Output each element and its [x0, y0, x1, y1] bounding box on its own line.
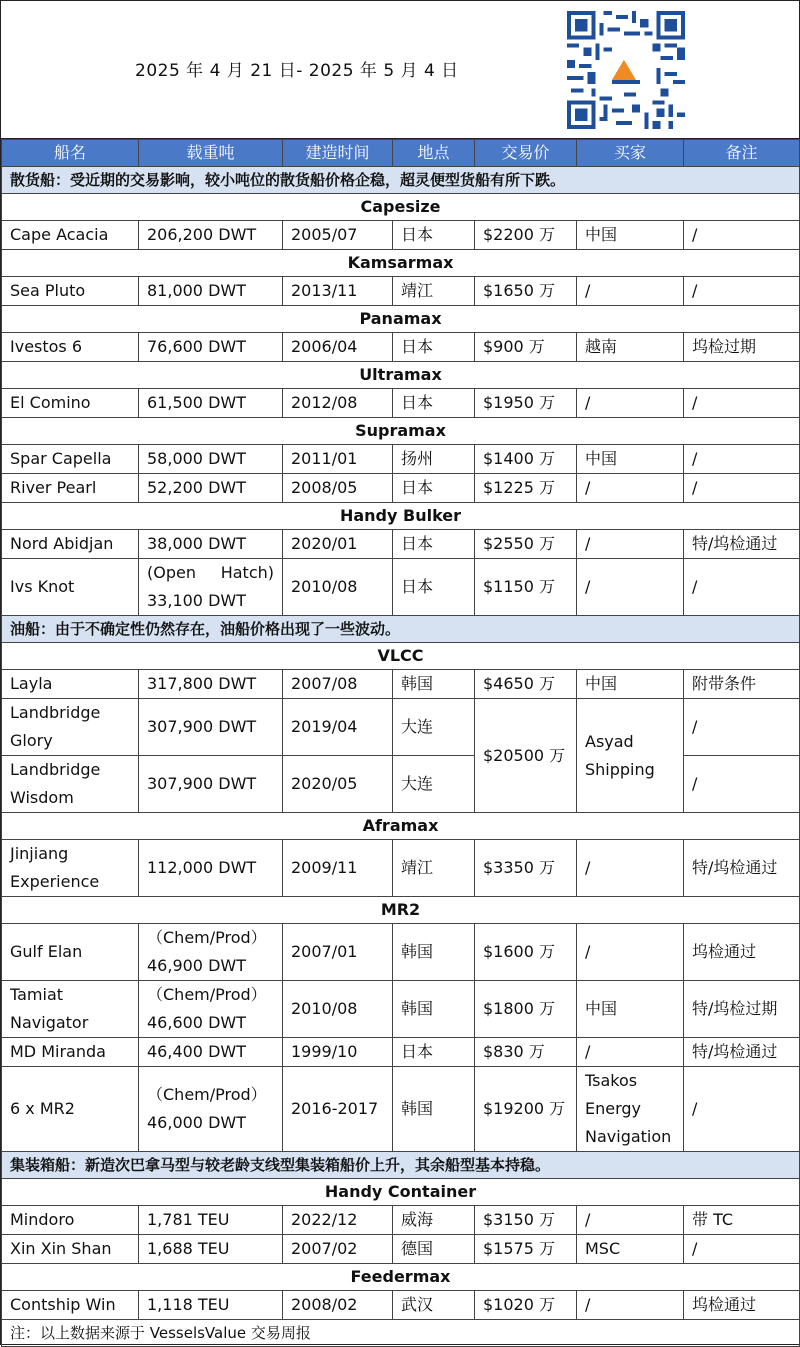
- report-header: [1, 1, 799, 139]
- table-row: Nord Abidjan 38,000 DWT 2020/01 日本 $2550 万 / 特/坞检通过: [2, 530, 800, 559]
- table-header-row: [2, 140, 800, 167]
- category-row: MR2: [2, 897, 800, 924]
- section-row-tanker: 油船：由于不确定性仍然存在，油船价格出现了一些波动。: [2, 616, 800, 643]
- category-row: Feedermax: [2, 1264, 800, 1291]
- table-row: River Pearl 52,200 DWT 2008/05 日本 $1225 万 / /: [2, 474, 800, 503]
- column-header: 备注: [684, 140, 800, 167]
- column-header: 载重吨: [139, 140, 283, 167]
- table-row: Sea Pluto 81,000 DWT 2013/11 靖江 $1650 万 / /: [2, 277, 800, 306]
- category-row: Panamax: [2, 306, 800, 333]
- table-row: Xin Xin Shan 1,688 TEU 2007/02 德国 $1575 万 MSC /: [2, 1235, 800, 1264]
- table-row: Mindoro 1,781 TEU 2022/12 威海 $3150 万 / 带 TC: [2, 1206, 800, 1235]
- category-row: Handy Bulker: [2, 503, 800, 530]
- column-header: 买家: [577, 140, 684, 167]
- category-row: Aframax: [2, 813, 800, 840]
- table-row: Tamiat Navigator （Chem/Prod） 46,600 DWT 2010/08 韩国 $1800 万 中国 特/坞检过期: [2, 981, 800, 1038]
- table-row: Spar Capella 58,000 DWT 2011/01 扬州 $1400 万 中国 /: [2, 445, 800, 474]
- footnote: 注：以上数据来源于 VesselsValue 交易周报: [2, 1320, 800, 1347]
- category-row: Ultramax: [2, 362, 800, 389]
- table-row: MD Miranda 46,400 DWT 1999/10 日本 $830 万 / 特/坞检通过: [2, 1038, 800, 1067]
- column-header: 地点: [393, 140, 475, 167]
- column-header: 交易价: [475, 140, 577, 167]
- category-row: Supramax: [2, 418, 800, 445]
- table-row: Landbridge Glory 307,900 DWT 2019/04 大连 $20500 万 Asyad Shipping /: [2, 699, 800, 756]
- date-range: 2025 年 4 月 21 日- 2025 年 5 月 4 日: [135, 61, 459, 81]
- table-row: 6 x MR2 （Chem/Prod） 46,000 DWT 2016-2017 韩国 $19200 万 Tsakos Energy Navigation /: [2, 1067, 800, 1152]
- column-header: 建造时间: [283, 140, 393, 167]
- column-header: 船名: [2, 140, 139, 167]
- table-row: Layla 317,800 DWT 2007/08 韩国 $4650 万 中国 附带条件: [2, 670, 800, 699]
- qr-code-icon: [567, 11, 685, 129]
- table-row: Gulf Elan （Chem/Prod） 46,900 DWT 2007/01 韩国 $1600 万 / 坞检通过: [2, 924, 800, 981]
- category-row: Kamsarmax: [2, 250, 800, 277]
- category-row: VLCC: [2, 643, 800, 670]
- category-row: Handy Container: [2, 1179, 800, 1206]
- section-row-container: 集装箱船：新造次巴拿马型与较老龄支线型集装箱船价上升，其余船型基本持稳。: [2, 1152, 800, 1179]
- section-row-bulk: 散货船：受近期的交易影响，较小吨位的散货船价格企稳，超灵便型货船有所下跌。: [2, 167, 800, 194]
- category-row: Capesize: [2, 194, 800, 221]
- table-row: Contship Win 1,118 TEU 2008/02 武汉 $1020 万 / 坞检通过: [2, 1291, 800, 1320]
- table-row: Ivs Knot (Open Hatch) 33,100 DWT 2010/08 日本 $1150 万 / /: [2, 559, 800, 616]
- table-row: El Comino 61,500 DWT 2012/08 日本 $1950 万 / /: [2, 389, 800, 418]
- ship-sales-table: [1, 139, 800, 1347]
- footnote-row: [2, 1320, 800, 1347]
- table-row: Ivestos 6 76,600 DWT 2006/04 日本 $900 万 越南 坞检过期: [2, 333, 800, 362]
- table-row: Cape Acacia 206,200 DWT 2005/07 日本 $2200 万 中国 /: [2, 221, 800, 250]
- table-row: Jinjiang Experience 112,000 DWT 2009/11 靖江 $3350 万 / 特/坞检通过: [2, 840, 800, 897]
- table-row: Landbridge Wisdom 307,900 DWT 2020/05 大连 /: [2, 756, 800, 813]
